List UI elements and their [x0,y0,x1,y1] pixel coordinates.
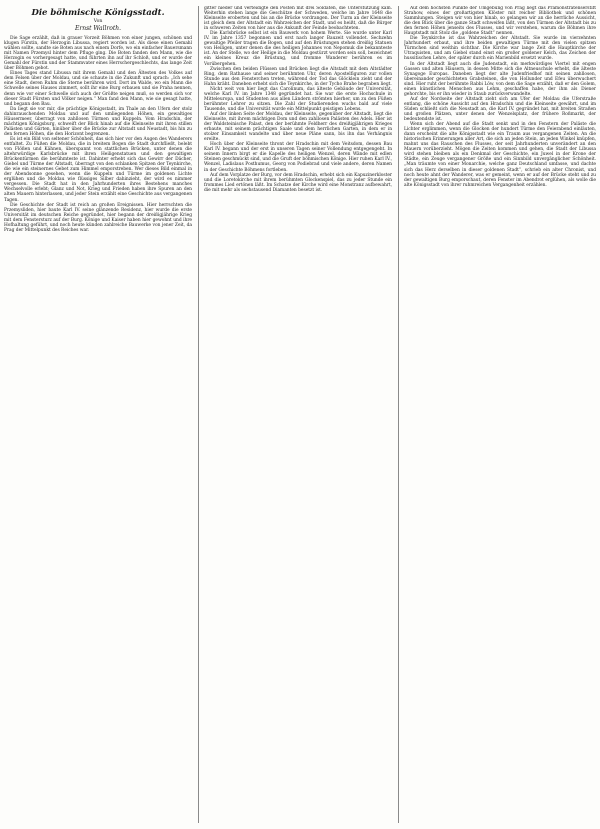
byline-von: Von [93,19,103,24]
text-column-3 [404,6,596,823]
paragraph: Die Sage erzählt, daß in grauer Vorzeit Böhmen von einer jungen, schönen und klugen Fürstin, der Herzogin Libussa, regiert worden ist. Als diese einen Gemahl wählen sollte, sandte sie Boten aus nach einem Dorfe, wo ein einfacher Bauersmann mit Namen Przemysl hinter dem Pfluge ging. Die Boten fanden den Mann, wie die Herzogin es vorhergesagt hatte, und führten ihn auf ihr Schloß, und er wurde der Gemahl der Fürstin und der Stammvater eines Herrschergeschlechts, das lange Zeit über Böhmen gebot. [4,36,192,72]
column-divider [198,6,199,823]
paragraph: Auf der linken Seite der Moldau, der Kleinseite, gegenüber der Altstadt, liegt die Kleinseite, mit ihrem mächtigen Dom und den zahllosen Palästen des Adels. Hier ist der Waldsteinische Palast, den der berühmte Feldherr des dreißigjährigen Krieges erbaute, mit seinem prächtigen Saale und dem herrlichen Garten, in dem er in stolzer Einsamkeit wandelte und über neue Pläne sann, bis ihn das Verhängnis ereilte. [204,111,392,143]
text-column-1 [4,6,192,823]
paragraph: Nicht weit von hier liegt das Carolinum, das älteste Gebäude der Universität, welche Karl IV. im Jahre 1348 gegründet hat. Sie war die erste Hochschule in Mitteleuropa, und Studenten aus allen Ländern strömten hierher, um zu den Füßen berühmter Lehrer zu sitzen. Die Zahl der Studierenden wuchs bald auf viele Tausende, und die Universität wurde ein Mittelpunkt geistigen Lebens. [204,86,392,112]
paragraph: Da liegt sie vor mir, die prächtige Königsstadt, im Thale an den Ufern der stolz dahinrauschenden Moldau und auf den umliegenden Höhen, ein gewaltiges Häusermeer, überragt von zahllosen Türmen und Kuppeln. Vom Hradschin, der mächtigen Königsburg, schweift der Blick hinab auf die Kleinseite mit ihren stillen Palästen und Gärten, hinüber über die Brücke zur Altstadt und Neustadt, bis hin zu den fernen Höhen, die den Horizont begrenzen. [4,106,192,137]
article-title: Die böhmische Königsstadt. [31,8,165,18]
paragraph: Die Teynkirche ist das Wahrzeichen der Altstadt. Sie wurde im vierzehnten Jahrhundert erbaut, und ihre beiden gewaltigen Türme mit den vielen spitzen Türmchen sind weithin sichtbar. Die Kirche war lange Zeit die Hauptkirche der Utraquisten, und am Giebel stand einst ein großer goldener Kelch, das Zeichen der hussitischen Lehre, der später durch ein Marienbild ersetzt wurde. [404,36,596,62]
paragraph: Auf dem höchsten Punkte der Umgebung von Prag liegt das Prämonstratenserstift Strahow, eines der großartigsten Klöster mit reicher Bibliothek und schönen Sammlungen. Steigen wir von hier hinab, so gelangen wir an die herrliche Aussicht, die den Blick über die ganze Stadt schweifen läßt, von den Türmen der Altstadt bis zu den fernen Höhen jenseits des Flusses, und wir verstehen, warum die Böhmen ihre Hauptstadt mit Stolz die „goldene Stadt“ nennen. [404,6,596,37]
text-column-2 [204,6,392,823]
paragraph: Die Geschichte der Stadt ist reich an großen Ereignissen. Hier herrschten die Przemysliden, hier baute Karl IV. seine glänzende Residenz, hier wurde die erste Universität im deutschen Reiche gegründet, hier begann der dreißigjährige Krieg mit dem Fenstersturz auf der Burg. Könige und Kaiser haben hier gewohnt und ihre Hofhaltung geführt, und noch heute künden zahlreiche Bauwerke von jener Zeit, da Prag der Mittelpunkt des Reiches war. [4,202,192,233]
paragraph: Auf der Nordseite der Altstadt zieht sich am Ufer der Moldau die Uferstraße entlang, die schöne Aussicht auf den Hradschin und die Kleinseite gewährt, und im Süden schließt sich die Neustadt an, die Karl IV. gegründet hat, mit breiten Straßen und großen Plätzen, unter denen der Wenzelsplatz, der frühere Roßmarkt, der bedeutendste ist. [404,96,596,123]
paragraph: Die Karlsbrücke selbst ist ein Bauwerk von hohem Werte. Sie wurde unter Karl IV. im Jahre 1357 begonnen und erst nach langer Bauzeit vollendet. Sechzehn gewaltige Pfeiler tragen die Bogen, und auf den Brüstungen stehen dreißig Statuen von Heiligen, unter denen die des heiligen Johannes von Nepomuk die bekannteste ist. An der Stelle, wo der Heilige in die Moldau gestürzt worden sein soll, bezeichnet ein kleines Kreuz die Brüstung, und fromme Wanderer berühren es im Vorübergehen. [204,31,392,67]
article-author: Ernst Wallroth. [75,25,121,32]
paragraph: Eines Tages stand Libussa mit ihrem Gemahl und den Ältesten des Volkes auf dem Felsen über der Moldau, und sie schaute in die Zukunft und sprach: „Ich sehe eine Stadt, deren Ruhm die Sterne berühren wird. Dort im Walde, wo ein Mann die Schwelle seines Hauses zimmert, sollt ihr eine Burg erbauen und sie Praha nennen, denn wie vor einer Schwelle sich auch der Größte neigen muß, so werden sich vor dieser Stadt Fürsten und Völker neigen.“ Man fand den Mann, wie sie gesagt hatte, und begann den Bau. [4,71,192,107]
column-divider [398,6,399,823]
paragraph: Es ist ein Bild von seltener Schönheit, das sich hier vor den Augen des Wanderers entfaltet. Zu Füßen die Moldau, die in breitem Bogen die Stadt durchfließt, belebt von Flößen und Kähnen, überspannt von stattlichen Brücken, unter denen die altehrwürdige Karlsbrücke mit ihren Heiligenstatuen und den gewaltigen Brückentürmen die berühmteste ist. Dahinter erhebt sich das Gewirr der Dächer, Giebel und Türme der Altstadt, überragt von den schlanken Spitzen der Teynkirche, die wie ein steinernes Gebet zum Himmel emporstreben. Wer dieses Bild einmal in der Abendsonne gesehen, wenn die Kuppeln und Türme im goldenen Lichte erglühen und die Moldau wie flüssiges Silber dahinzieht, der wird es nimmer vergessen. Die Stadt hat in den Jahrhunderten ihres Bestehens manches Wechselvolle erlebt; Glanz und Not, Krieg und Frieden haben ihre Spuren an den alten Mauern hinterlassen, und jeder Stein erzählt eine Geschichte aus vergangenen Tagen. [4,136,192,203]
paragraph: Zwischen den beiden Flüssen und Brücken liegt die Altstadt mit dem Altstädter Ring, dem Rathause und seiner berühmten Uhr, deren Apostelfiguren zur vollen Stunde aus den Fensterchen treten, während der Tod das Glöcklein zieht und der Hahn kräht. Daneben erhebt sich die Teynkirche, in der Tycho Brahe begraben liegt. [204,66,392,87]
paragraph: In der Altstadt liegt auch die Judenstadt, ein merkwürdiges Viertel mit engen Gassen und alten Häusern, in dessen Mitte sich die Altneuschule erhebt, die älteste Synagoge Europas. Daneben liegt der alte Judenfriedhof mit seinen zahllosen, übereinander geschichteten Grabsteinen, die von Hollunder und Efeu überwuchert sind. Hier ruht der berühmte Rabbi Löw, von dem die Sage erzählt, daß er den Golem, einen künstlichen Menschen aus Lehm, geschaffen habe, der ihm als Diener gehorchte, bis er ihn wieder in Staub zurückverwandelte. [404,61,596,97]
paragraph: gitter nieder und verteidigte den Posten mit drei Soldaten, die Unterstützung kam. Weiterhin stehen lange die Geschütze der Schweden, welche im Jahre 1648 die Kleinseite eroberten und bis an die Brücke vordrangen. Der Turm an der Kleinseite ist gleich dem der Altstadt ein Wahrzeichen der Stadt, und es heißt, daß die Bürger in schweren Zeiten von hier aus die Ankunft der Feinde beobachteten. [204,6,392,32]
paragraph: Hoch über der Kleinseite thront der Hradschin mit dem Veitsdom, dessen Bau Karl IV. begann und der erst in unseren Tagen seiner Vollendung entgegengeht. In seinem Innern birgt er die Kapelle des heiligen Wenzel, deren Wände mit edlen Steinen geschmückt sind, und die Gruft der böhmischen Könige. Hier ruhen Karl IV., Wenzel, Ladislaus Posthumus, Georg von Podiebrad und viele andere, deren Namen in der Geschichte Böhmens fortleben. [204,142,392,173]
paragraph: Auf dem Vorplatze der Burg, vor dem Hradschin, erhebt sich ein Kapuzinerkloster und die Loretokirche mit ihrem berühmten Glockenspiel, das zu jeder Stunde ein frommes Lied ertönen läßt. Im Schatze der Kirche wird eine Monstranz aufbewahrt, die mit mehr als sechstausend Diamanten besetzt ist. [204,172,392,193]
paragraph: Wenn sich der Abend auf die Stadt senkt und in den Fenstern der Paläste die Lichter erglimmen, wenn die Glocken der hundert Türme den Feierabend einläuten, dann erscheint die alte Königsstadt wie ein Traum aus vergangenen Zeiten. An die historischen Erinnerungen aller Art, die sich an jeden Stein, an jeden Winkel knüpfen, mahnt uns das Rauschen des Flusses, der seit Jahrhunderten unverändert an den Mauern vorüberzieht. Mögen die Zeiten kommen und gehen, die Stadt der Libussa wird stehen bleiben als ein Denkmal der Geschichte, ein Juwel in der Krone der Städte, ein Zeuge vergangener Größe und ein Sinnbild unvergänglicher Schönheit. „Man träumte von einer Monarchie, welche ganz Deutschland umfasse, und dachte sich das Herz derselben in dieser goldenen Stadt“, schrieb ein alter Chronist, und noch heute ahnt der Wanderer, was er gemeint, wenn er auf der Brücke steht und zu der gewaltigen Burg emporschaut, deren Fenster im Abendrot erglühen, als wolle die alte Königsstadt von ihrer ruhmreichen Vergangenheit erzählen. [404,122,596,188]
